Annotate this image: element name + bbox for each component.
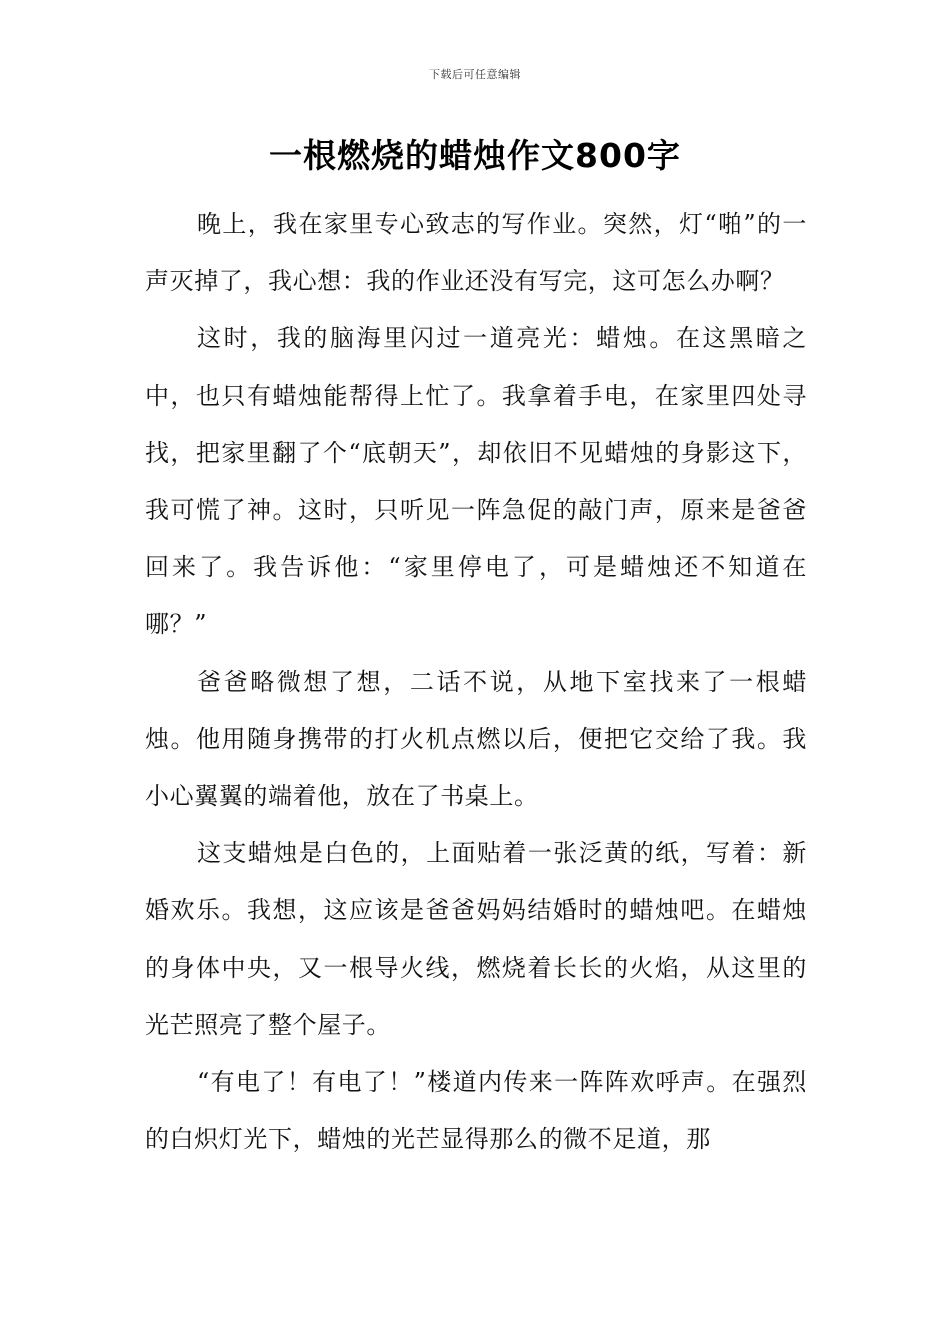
header-note: 下载后可任意编辑 bbox=[429, 68, 521, 81]
paragraph-2: 这时，我的脑海里闪过一道亮光：蜡烛。在这黑暗之中，也只有蜡烛能帮得上忙了。我拿着手电，在家里四处寻找，把家里翻了个“底朝天”，却依旧不见蜡烛的身影这下，我可慌了神。这时，只听见一阵急促的敲门声，原来是爸爸回来了。我告诉他：“家里停电了，可是蜡烛还不知道在哪？” bbox=[145, 324, 807, 639]
document-title: 一根燃烧的蜡烛作文800字 bbox=[269, 136, 681, 175]
paragraph-3: 爸爸略微想了想，二话不说，从地下室找来了一根蜡烛。他用随身携带的打火机点燃以后，便把它交给了我。我小心翼翼的端着他，放在了书桌上。 bbox=[145, 667, 807, 811]
paragraph-4: 这支蜡烛是白色的，上面贴着一张泛黄的纸，写着：新婚欢乐。我想，这应该是爸爸妈妈结婚时的蜡烛吧。在蜡烛的身体中央，又一根导火线，燃烧着长长的火焰，从这里的光芒照亮了整个屋子。 bbox=[145, 839, 807, 1039]
paragraph-5: “有电了！有电了！”楼道内传来一阵阵欢呼声。在强烈的白炽灯光下，蜡烛的光芒显得那么的微不足道，那 bbox=[145, 1068, 807, 1154]
paragraph-1: 晚上，我在家里专心致志的写作业。突然，灯“啪”的一声灭掉了，我心想：我的作业还没有写完，这可怎么办啊？ bbox=[145, 210, 807, 296]
essay-body bbox=[145, 196, 807, 1168]
